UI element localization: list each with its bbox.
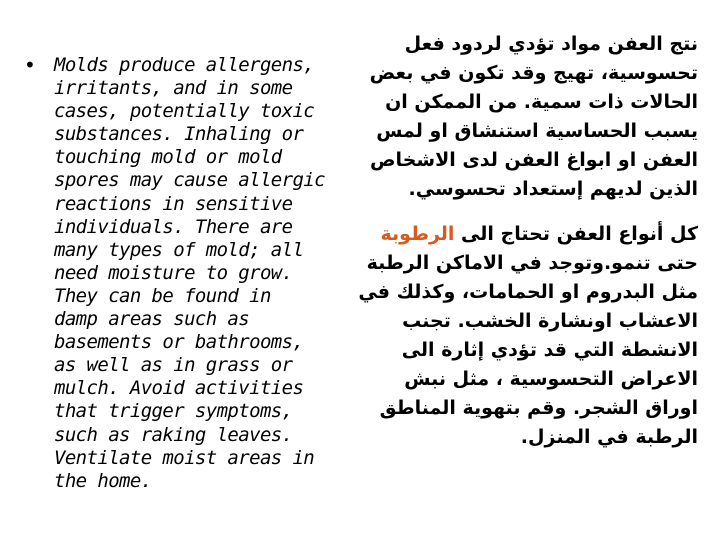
arabic-paragraph-2 — [348, 220, 698, 452]
moisture-highlight: الرطوبة — [380, 223, 455, 245]
arabic-column — [348, 30, 698, 452]
arabic-paragraph-2-rest: حتى تنمو.وتوجد في الاماكن الرطبة مثل البدروم او الحمامات، وكذلك في الاعشاب اونشارة الخشب. تجنب الانشطة التي قد تؤدي إثارة الى الاعراض التحسوسية ، مثل نبش اوراق الشجر. وقم بتهوية المناطق الرطبة في المنزل. — [358, 252, 698, 448]
bullet-point: • — [24, 53, 36, 77]
english-column — [24, 54, 346, 493]
arabic-paragraph-2-start: كل أنواع العفن تحتاج الى — [454, 223, 698, 245]
arabic-paragraph-1: نتج العفن مواد تؤدي لردود فعل تحسوسية، تهيج وقد تكون في بعض الحالات ذات سمية. من الممكن ان يسبب الحساسية استنشاق او لمس العفن او ابواغ العفن لدى الاشخاص الذين لديهم إستعداد تحسوسي. — [369, 33, 698, 200]
english-paragraph: Molds produce allergens, irritants, and in some cases, potentially toxic substances. Inhaling or touching mold or mold spores may cause allergic reactions in sensitive individuals. There are many types of mold; all need moisture to grow. They can be found in damp areas such as basements or bathrooms, as well as in grass or mulch. Avoid activities that trigger symptoms, such as raking leaves. Ventilate moist areas in the home. — [54, 54, 325, 492]
